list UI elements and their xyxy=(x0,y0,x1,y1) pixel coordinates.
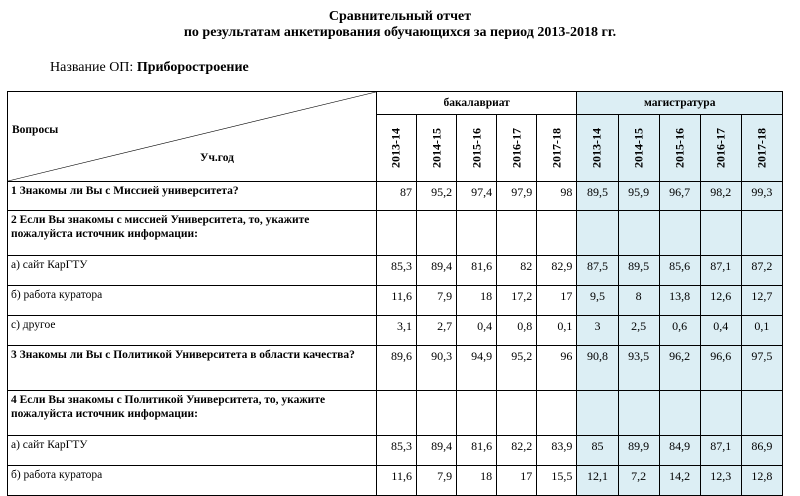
year-label: 2015-16 xyxy=(672,128,687,168)
value-cell-mag: 7,2 xyxy=(618,466,659,496)
value-cell-mag xyxy=(741,391,782,436)
table-row xyxy=(8,436,783,466)
value-cell-bach: 82,9 xyxy=(537,256,577,286)
value-cell-bach xyxy=(416,211,456,256)
table-row xyxy=(8,182,783,211)
value-cell-mag: 0,6 xyxy=(659,316,700,346)
value-cell-bach: 11,6 xyxy=(376,286,416,316)
value-cell-mag: 90,8 xyxy=(577,346,618,391)
year-label: 2014-15 xyxy=(631,128,646,168)
value-cell-bach: 87 xyxy=(376,182,416,211)
report-title: Сравнительный отчет xyxy=(328,9,472,24)
value-cell-bach: 89,6 xyxy=(376,346,416,391)
value-cell-mag: 3 xyxy=(577,316,618,346)
survey-table xyxy=(7,91,783,496)
question-cell: а) сайт КарГТУ xyxy=(8,256,377,286)
value-cell-bach: 2,7 xyxy=(416,316,456,346)
value-cell-bach xyxy=(376,391,416,436)
year-header-bach xyxy=(376,115,416,182)
value-cell-bach: 85,3 xyxy=(376,256,416,286)
value-cell-mag xyxy=(659,211,700,256)
year-header-bach xyxy=(537,115,577,182)
value-cell-bach xyxy=(497,391,537,436)
value-cell-bach xyxy=(376,211,416,256)
table-row xyxy=(8,256,783,286)
value-cell-bach: 81,6 xyxy=(457,436,497,466)
value-cell-mag xyxy=(741,211,782,256)
value-cell-bach: 0,8 xyxy=(497,316,537,346)
value-cell-mag xyxy=(577,211,618,256)
op-label: Название ОП: xyxy=(50,60,134,75)
value-cell-bach: 97,4 xyxy=(457,182,497,211)
value-cell-bach: 85,3 xyxy=(376,436,416,466)
group-master: магистратура xyxy=(577,92,783,115)
year-label: 2014-15 xyxy=(429,128,444,168)
year-label: 2013-14 xyxy=(589,128,604,168)
value-cell-mag: 96,7 xyxy=(659,182,700,211)
diagonal-line xyxy=(8,92,376,181)
question-cell: 2 Если Вы знакомы с миссией Университета, то, укажите пожалуйста источник информации: xyxy=(8,211,377,256)
value-cell-bach xyxy=(537,211,577,256)
value-cell-mag: 95,9 xyxy=(618,182,659,211)
value-cell-mag: 99,3 xyxy=(741,182,782,211)
value-cell-bach: 98 xyxy=(537,182,577,211)
value-cell-mag: 98,2 xyxy=(700,182,741,211)
value-cell-mag: 96,6 xyxy=(700,346,741,391)
value-cell-mag: 14,2 xyxy=(659,466,700,496)
value-cell-mag: 85,6 xyxy=(659,256,700,286)
value-cell-bach: 17 xyxy=(537,286,577,316)
value-cell-mag xyxy=(700,391,741,436)
header-year: Уч.год xyxy=(200,152,234,164)
table-row xyxy=(8,316,783,346)
header-questions: Вопросы xyxy=(12,124,59,136)
value-cell-bach: 7,9 xyxy=(416,286,456,316)
value-cell-bach: 17 xyxy=(497,466,537,496)
value-cell-bach: 82,2 xyxy=(497,436,537,466)
value-cell-bach xyxy=(457,211,497,256)
header-diagonal-cell xyxy=(8,92,377,182)
table-row xyxy=(8,211,783,256)
year-header-mag xyxy=(577,115,618,182)
value-cell-mag: 87,5 xyxy=(577,256,618,286)
value-cell-mag xyxy=(618,211,659,256)
value-cell-bach: 18 xyxy=(457,286,497,316)
table-row xyxy=(8,346,783,391)
value-cell-mag: 0,4 xyxy=(700,316,741,346)
year-label: 2017-18 xyxy=(549,128,564,168)
value-cell-mag: 87,1 xyxy=(700,436,741,466)
value-cell-bach: 11,6 xyxy=(376,466,416,496)
value-cell-mag: 0,1 xyxy=(741,316,782,346)
value-cell-mag: 89,5 xyxy=(618,256,659,286)
value-cell-bach: 3,1 xyxy=(376,316,416,346)
value-cell-bach: 96 xyxy=(537,346,577,391)
op-value: Приборостроение xyxy=(136,60,249,75)
year-header-bach xyxy=(457,115,497,182)
year-header-mag xyxy=(700,115,741,182)
report-subtitle: по результатам анкетирования обучающихся за период 2013-2018 гг. xyxy=(183,25,617,40)
year-header-bach xyxy=(497,115,537,182)
value-cell-bach: 95,2 xyxy=(416,182,456,211)
value-cell-bach xyxy=(537,391,577,436)
value-cell-bach: 83,9 xyxy=(537,436,577,466)
value-cell-bach: 97,9 xyxy=(497,182,537,211)
value-cell-bach: 18 xyxy=(457,466,497,496)
value-cell-mag: 97,5 xyxy=(741,346,782,391)
value-cell-bach: 0,1 xyxy=(537,316,577,346)
value-cell-mag: 89,9 xyxy=(618,436,659,466)
question-cell: 3 Знакомы ли Вы с Политикой Университета в области качества? xyxy=(8,346,377,391)
value-cell-bach: 0,4 xyxy=(457,316,497,346)
value-cell-mag: 12,7 xyxy=(741,286,782,316)
question-cell: б) работа куратора xyxy=(8,466,377,496)
value-cell-mag: 13,8 xyxy=(659,286,700,316)
value-cell-mag: 12,8 xyxy=(741,466,782,496)
year-header-bach xyxy=(416,115,456,182)
value-cell-mag: 8 xyxy=(618,286,659,316)
value-cell-mag: 96,2 xyxy=(659,346,700,391)
value-cell-mag: 89,5 xyxy=(577,182,618,211)
value-cell-bach: 90,3 xyxy=(416,346,456,391)
op-line xyxy=(50,60,249,76)
value-cell-mag xyxy=(577,391,618,436)
value-cell-bach: 17,2 xyxy=(497,286,537,316)
question-cell: 1 Знакомы ли Вы с Миссией университета? xyxy=(8,182,377,211)
value-cell-mag: 86,9 xyxy=(741,436,782,466)
value-cell-bach xyxy=(416,391,456,436)
value-cell-bach: 94,9 xyxy=(457,346,497,391)
value-cell-mag: 12,3 xyxy=(700,466,741,496)
value-cell-bach: 95,2 xyxy=(497,346,537,391)
question-cell: с) другое xyxy=(8,316,377,346)
year-label: 2016-17 xyxy=(713,128,728,168)
question-cell: 4 Если Вы знакомы с Политикой Университета, то, укажите пожалуйста источник информации: xyxy=(8,391,377,436)
year-label: 2013-14 xyxy=(388,128,403,168)
value-cell-bach xyxy=(497,211,537,256)
value-cell-mag: 12,1 xyxy=(577,466,618,496)
value-cell-bach xyxy=(457,391,497,436)
value-cell-mag: 9,5 xyxy=(577,286,618,316)
value-cell-mag: 93,5 xyxy=(618,346,659,391)
year-label: 2017-18 xyxy=(754,128,769,168)
value-cell-bach: 81,6 xyxy=(457,256,497,286)
value-cell-mag: 2,5 xyxy=(618,316,659,346)
value-cell-bach: 82 xyxy=(497,256,537,286)
value-cell-mag xyxy=(618,391,659,436)
question-cell: б) работа куратора xyxy=(8,286,377,316)
question-cell: а) сайт КарГТУ xyxy=(8,436,377,466)
value-cell-mag: 87,2 xyxy=(741,256,782,286)
year-header-mag xyxy=(741,115,782,182)
group-bachelor: бакалавриат xyxy=(376,92,577,115)
value-cell-bach: 15,5 xyxy=(537,466,577,496)
year-header-mag xyxy=(659,115,700,182)
value-cell-mag: 85 xyxy=(577,436,618,466)
value-cell-mag: 87,1 xyxy=(700,256,741,286)
value-cell-mag xyxy=(700,211,741,256)
value-cell-mag: 12,6 xyxy=(700,286,741,316)
value-cell-bach: 89,4 xyxy=(416,256,456,286)
value-cell-mag: 84,9 xyxy=(659,436,700,466)
year-label: 2016-17 xyxy=(509,128,524,168)
table-row xyxy=(8,286,783,316)
value-cell-bach: 89,4 xyxy=(416,436,456,466)
value-cell-bach: 7,9 xyxy=(416,466,456,496)
year-header-mag xyxy=(618,115,659,182)
value-cell-mag xyxy=(659,391,700,436)
year-label: 2015-16 xyxy=(469,128,484,168)
table-row xyxy=(8,391,783,436)
